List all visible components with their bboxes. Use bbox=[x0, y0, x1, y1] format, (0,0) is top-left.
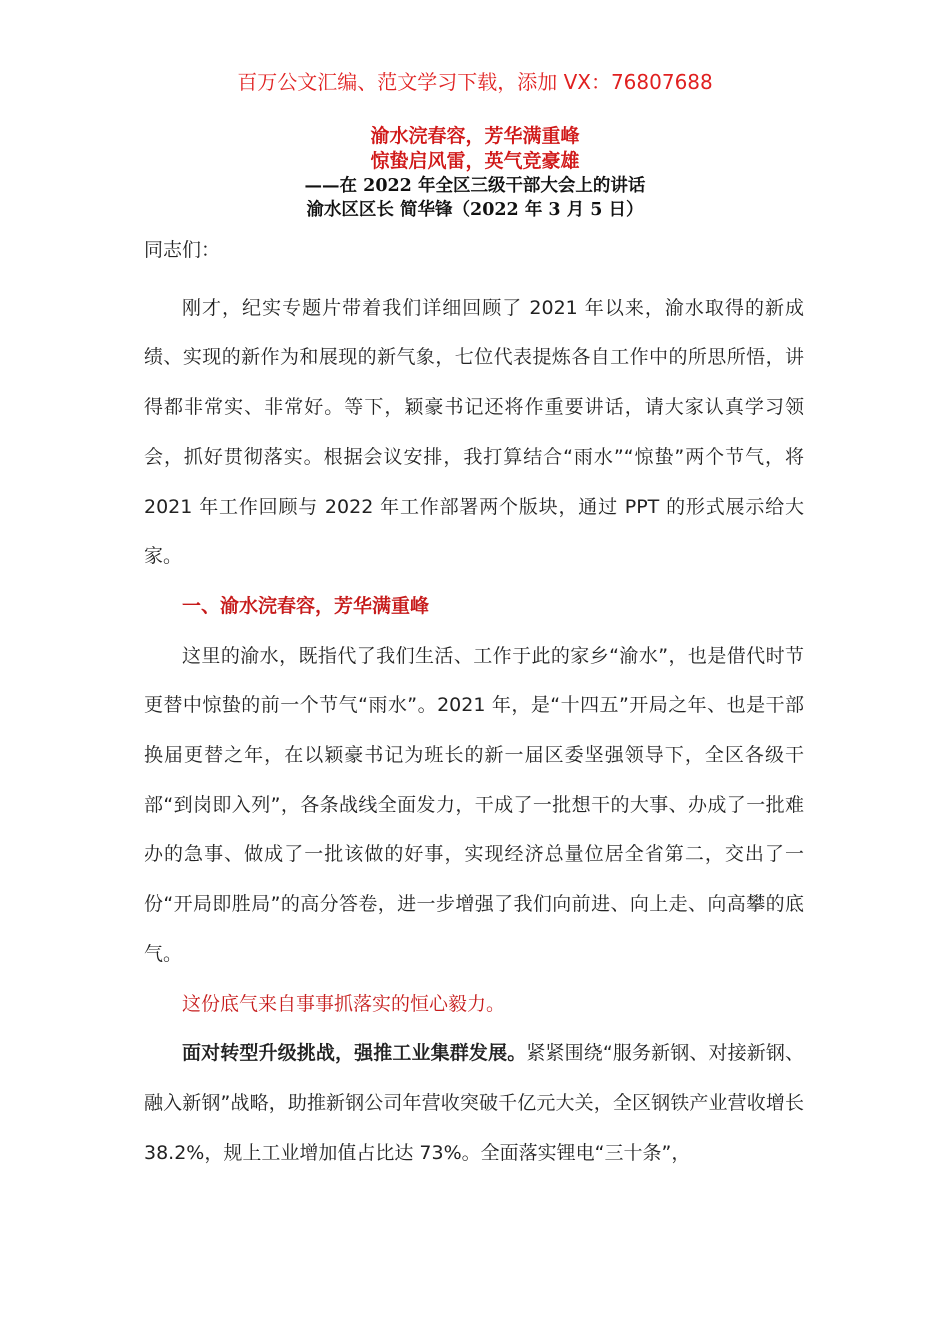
title-line-1: 渝水浣春容，芳华满重峰 bbox=[370, 125, 580, 147]
title-block bbox=[0, 124, 950, 222]
paragraph-intro: 刚才，纪实专题片带着我们详细回顾了 2021 年以来，渝水取得的新成绩、实现的新作为和展现的新气象，七位代表提炼各自工作中的所思所悟，讲得都非常实、非常好。等下，颖豪书记还将作重要讲话，请大家认真学习领会，抓好贯彻落实。根据会议安排，我打算结合“雨水”“惊蛰”两个节气，将 2021 年工作回顾与 2022 年工作部署两个版块，通过 PPT 的形式展示给大家。 bbox=[144, 296, 804, 568]
paragraph-industry bbox=[144, 1029, 804, 1178]
highlight-sentence: 这份底气来自事事抓落实的恒心毅力。 bbox=[182, 992, 506, 1015]
paragraph-yushui: 这里的渝水，既指代了我们生活、工作于此的家乡“渝水”，也是借代时节更替中惊蛰的前一个节气“雨水”。2021 年，是“十四五”开局之年、也是干部换届更替之年，在以颖豪书记为班长的新一届区委坚强领导下，全区各级干部“到岗即入列”，各条战线全面发力，干成了一批想干的大事、办成了一批难办的急事、做成了一批该做的好事，实现经济总量位居全省第二，交出了一份“开局即胜局”的高分答卷，进一步增强了我们向前进、向上走、向高攀的底气。 bbox=[144, 644, 804, 965]
subtitle-line: ——在 2022 年全区三级干部大会上的讲话 bbox=[304, 176, 646, 196]
speech-body bbox=[144, 226, 804, 1178]
section-heading-1: 一、渝水浣春容，芳华满重峰 bbox=[182, 594, 430, 617]
speaker-line: 渝水区区长 简华锋（2022 年 3 月 5 日） bbox=[306, 200, 644, 220]
promo-banner: 百万公文汇编、范文学习下载，添加 VX：76807688 bbox=[237, 70, 713, 94]
paragraph-industry-text: 紧紧围绕“服务新钢、对接新钢、融入新钢”战略，助推新钢公司年营收突破千亿元大关，全区钢铁产业营收增长 38.2%，规上工业增加值占比达 73%。全面落实锂电“三十条”， bbox=[144, 1042, 804, 1164]
title-line-2: 惊蛰启风雷，英气竞豪雄 bbox=[370, 150, 580, 172]
salutation: 同志们： bbox=[144, 239, 221, 261]
paragraph-industry-lead: 面对转型升级挑战，强推工业集群发展。 bbox=[182, 1042, 527, 1065]
